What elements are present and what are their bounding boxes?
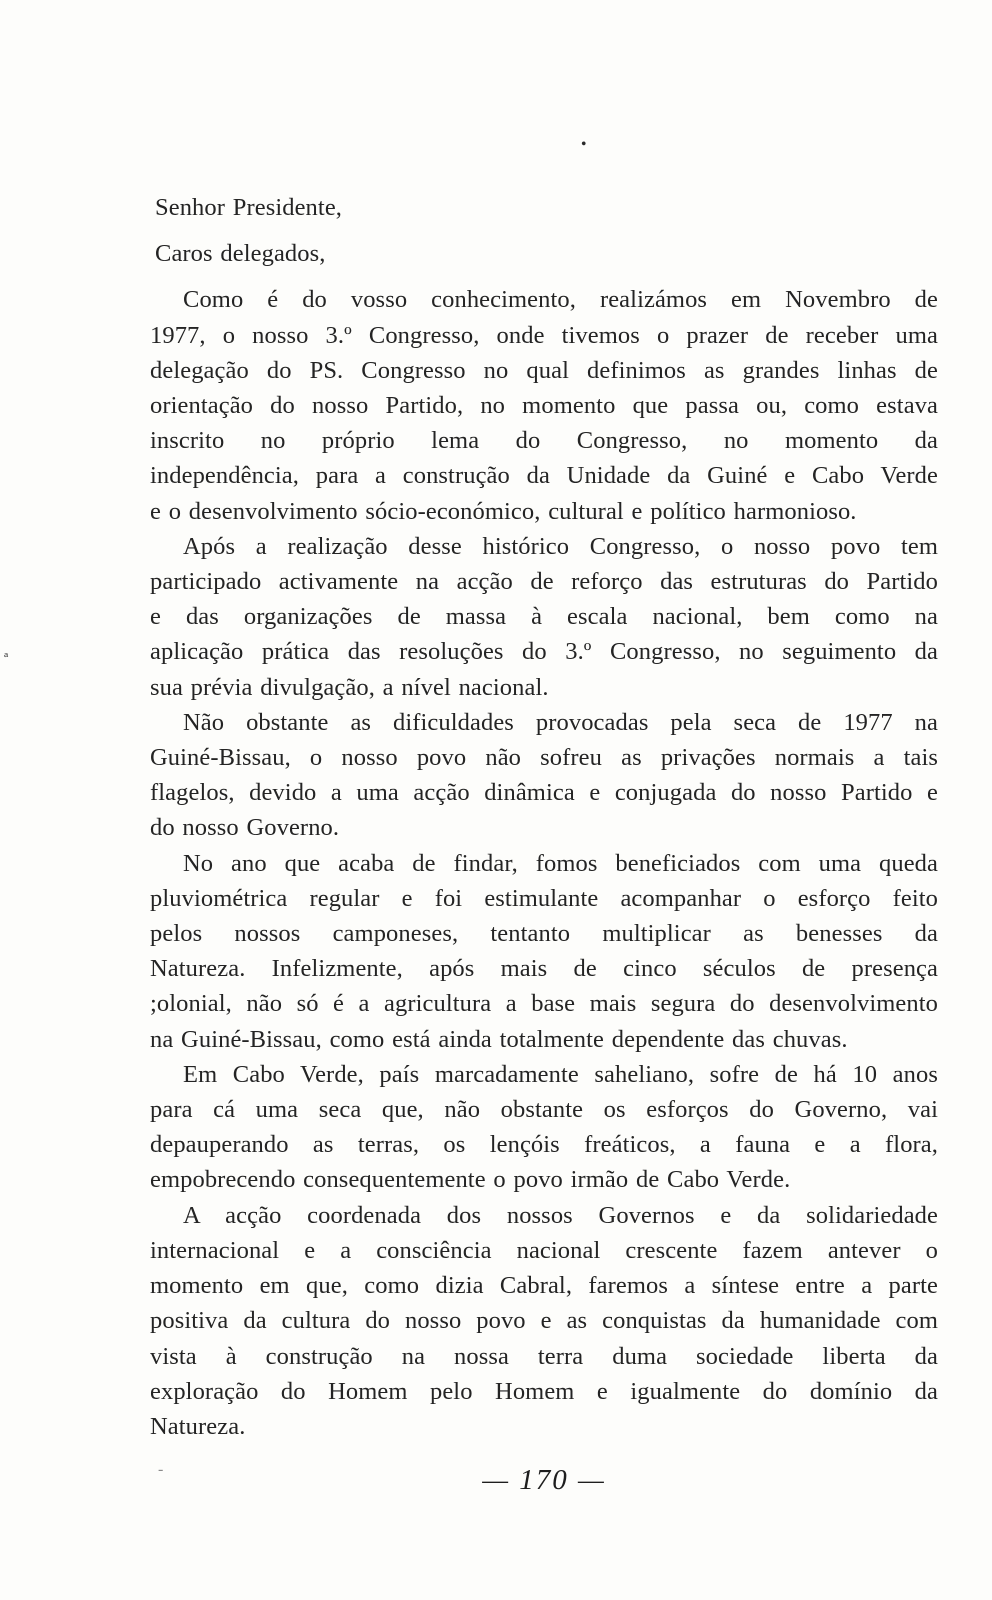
page-number: — 170 — xyxy=(482,1464,606,1496)
text-line: pelos nossos camponeses, tentanto multiplicar as benesses da xyxy=(150,920,938,948)
salutation-line: Caros delegados, xyxy=(155,240,326,268)
text-line: A acção coordenada dos nossos Governos e da solidariedade xyxy=(183,1201,938,1229)
text-line: depauperando as terras, os lençóis freáticos, a fauna e a flora, xyxy=(150,1131,938,1159)
text-line: aplicação prática das resoluções do 3.º Congresso, no seguimento da xyxy=(150,638,938,666)
text-line: Natureza. Infelizmente, após mais de cinco séculos de presença xyxy=(150,955,938,983)
scan-speck-top: • xyxy=(579,136,588,153)
text-line: flagelos, devido a uma acção dinâmica e conjugada do nosso Partido e xyxy=(150,779,938,807)
text-line: exploração do Homem pelo Homem e igualmente do domínio da xyxy=(150,1377,938,1405)
paragraph xyxy=(150,529,938,705)
text-line: do nosso Governo. xyxy=(150,814,340,842)
text-line: e o desenvolvimento sócio-económico, cultural e político harmonioso. xyxy=(150,497,857,525)
text-line: empobrecendo consequentemente o povo irmão de Cabo Verde. xyxy=(150,1166,791,1194)
text-line: internacional e a consciência nacional crescente fazem antever o xyxy=(150,1236,938,1264)
text-line: inscrito no próprio lema do Congresso, no momento da xyxy=(150,427,938,455)
text-line: momento em que, como dizia Cabral, faremos a síntese entre a parte xyxy=(150,1272,938,1300)
salutation-line: Senhor Presidente, xyxy=(155,194,343,221)
text-line: Como é do vosso conhecimento, realizámos em Novembro de xyxy=(183,286,938,314)
text-line: 1977, o nosso 3.º Congresso, onde tivemos o prazer de receber uma xyxy=(150,321,938,349)
text-line: Natureza. xyxy=(150,1412,246,1440)
text-line: vista à construção na nossa terra duma sociedade liberta da xyxy=(150,1342,938,1370)
text-line: Não obstante as dificuldades provocadas pela seca de 1977 na xyxy=(183,708,938,736)
paragraph xyxy=(150,282,938,528)
text-line: Após a realização desse histórico Congresso, o nosso povo tem xyxy=(183,532,938,560)
scan-speck-left-margin: ª xyxy=(4,651,9,667)
text-line: para cá uma seca que, não obstante os esforços do Governo, vai xyxy=(150,1096,938,1124)
text-line: sua prévia divulgação, a nível nacional. xyxy=(150,673,549,701)
paragraph xyxy=(150,846,938,1057)
document-text-block xyxy=(150,190,938,1444)
text-line: positiva da cultura do nosso povo e as conquistas da humanidade com xyxy=(150,1307,938,1335)
text-line: orientação do nosso Partido, no momento que passa ou, como estava xyxy=(150,392,938,420)
paragraph xyxy=(150,1198,938,1444)
text-line: participado activamente na acção de reforço das estruturas do Partido xyxy=(150,568,938,596)
text-line: Guiné-Bissau, o nosso povo não sofreu as privações normais a tais xyxy=(150,744,938,772)
text-line: e das organizações de massa à escala nacional, bem como na xyxy=(150,603,938,631)
text-line: ;olonial, não só é a agricultura a base mais segura do desenvolvimento xyxy=(150,990,938,1018)
paragraph xyxy=(150,1057,938,1198)
text-line: pluviométrica regular e foi estimulante acompanhar o esforço feito xyxy=(150,884,938,912)
paragraph xyxy=(150,705,938,846)
text-line: delegação do PS. Congresso no qual definimos as grandes linhas de xyxy=(150,356,938,384)
text-line: Em Cabo Verde, país marcadamente saheliano, sofre de há 10 anos xyxy=(183,1060,938,1088)
text-line: No ano que acaba de findar, fomos beneficiados com uma queda xyxy=(183,849,938,877)
text-line: independência, para a construção da Unidade da Guiné e Cabo Verde xyxy=(150,462,938,490)
scan-speck-footer: - xyxy=(158,1461,164,1478)
text-line: na Guiné-Bissau, como está ainda totalmente dependente das chuvas. xyxy=(150,1025,848,1053)
